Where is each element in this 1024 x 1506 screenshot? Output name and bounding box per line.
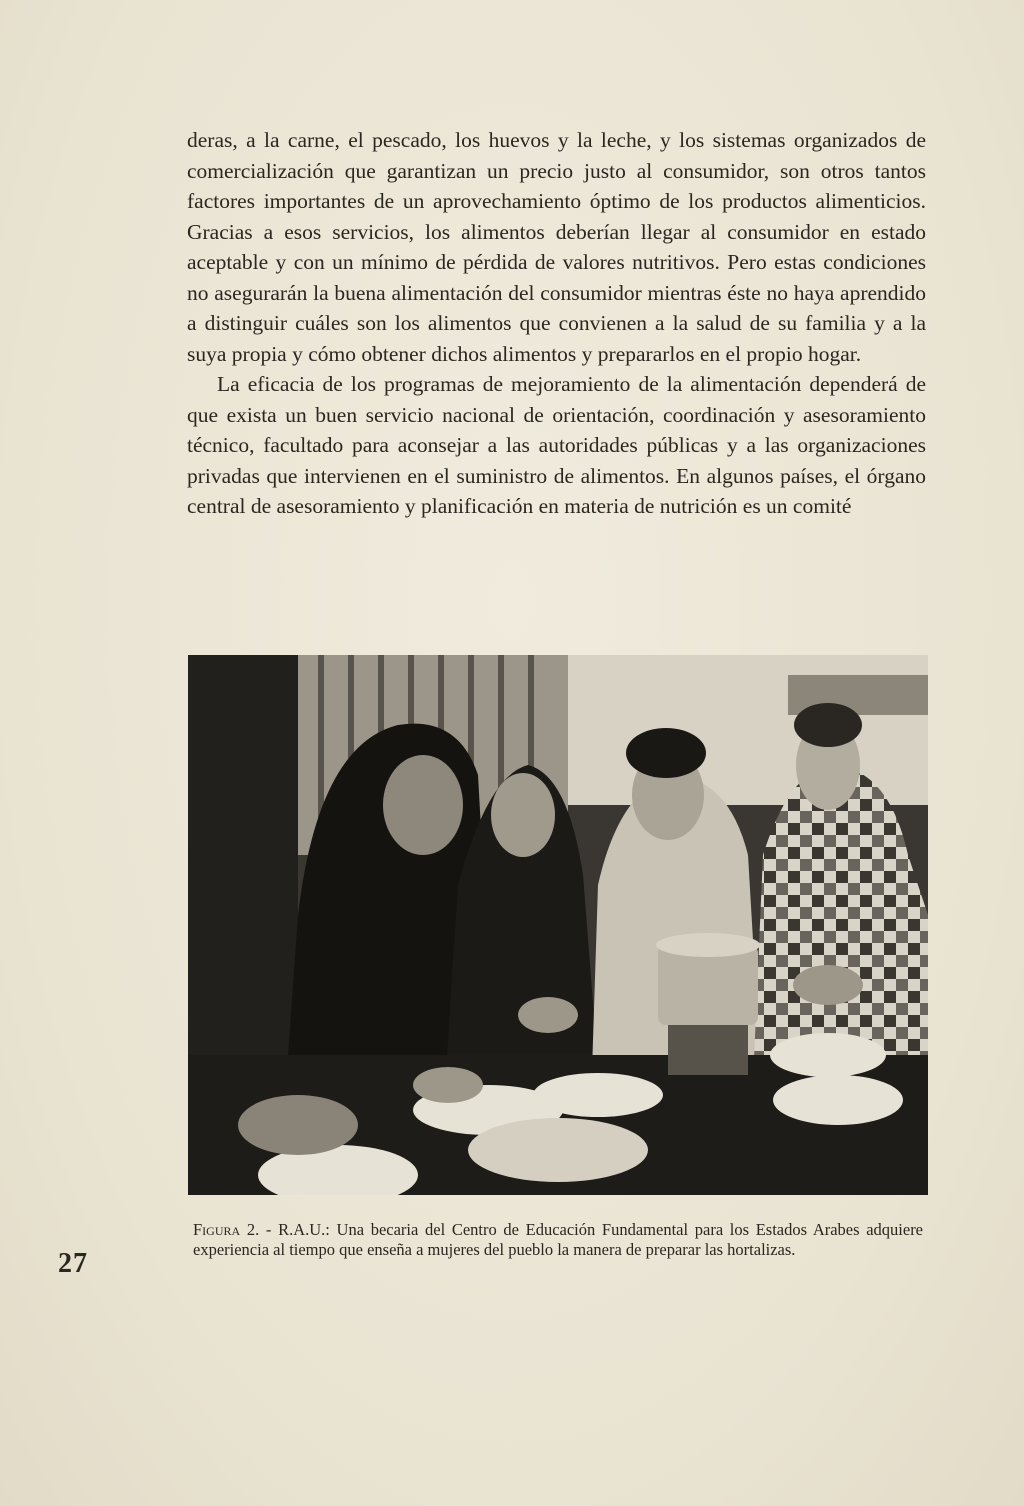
figure-separator: - — [265, 1220, 272, 1239]
paragraph-1: deras, a la carne, el pescado, los huevos y la leche, y los sistemas organizados de comercialización que garantizan un precio justo al consumidor, son otros tantos factores importantes de un aprovechamiento óptimo de los productos alimenticios. Gracias a esos servicios, los alimentos deberían llegar al consumidor en estado aceptable y con un mínimo de pérdida de valores nutritivos. Pero estas condiciones no asegurarán la buena alimentación del consumidor mientras éste no haya aprendido a distinguir cuáles son los alimentos que convienen a la salud de su familia y a la suya propia y cómo obtener dichos alimentos y prepararlos en el propio hogar. — [187, 128, 926, 366]
figure-photo — [188, 655, 928, 1195]
figure-caption — [193, 1220, 923, 1260]
body-text — [187, 125, 926, 522]
figure-label: Figura — [193, 1220, 241, 1239]
page-number: 27 — [58, 1248, 88, 1279]
paragraph-2: La eficacia de los programas de mejoramiento de la alimentación dependerá de que exista un buen servicio nacional de orientación, coordinación y asesoramiento técnico, facultado para aconsejar a las autoridades públicas y a las organizaciones privadas que intervienen en el suministro de alimentos. En algunos países, el órgano central de asesoramiento y planificación en materia de nutrición es un comité — [187, 372, 926, 518]
figure-country: R.A.U.: — [278, 1220, 330, 1239]
figure-number: 2. — [246, 1220, 260, 1239]
figure-text: Una becaria del Centro de Educación Fundamental para los Estados Arabes adquiere experiencia al tiempo que enseña a mujeres del pueblo la manera de preparar las hortalizas. — [193, 1220, 924, 1259]
